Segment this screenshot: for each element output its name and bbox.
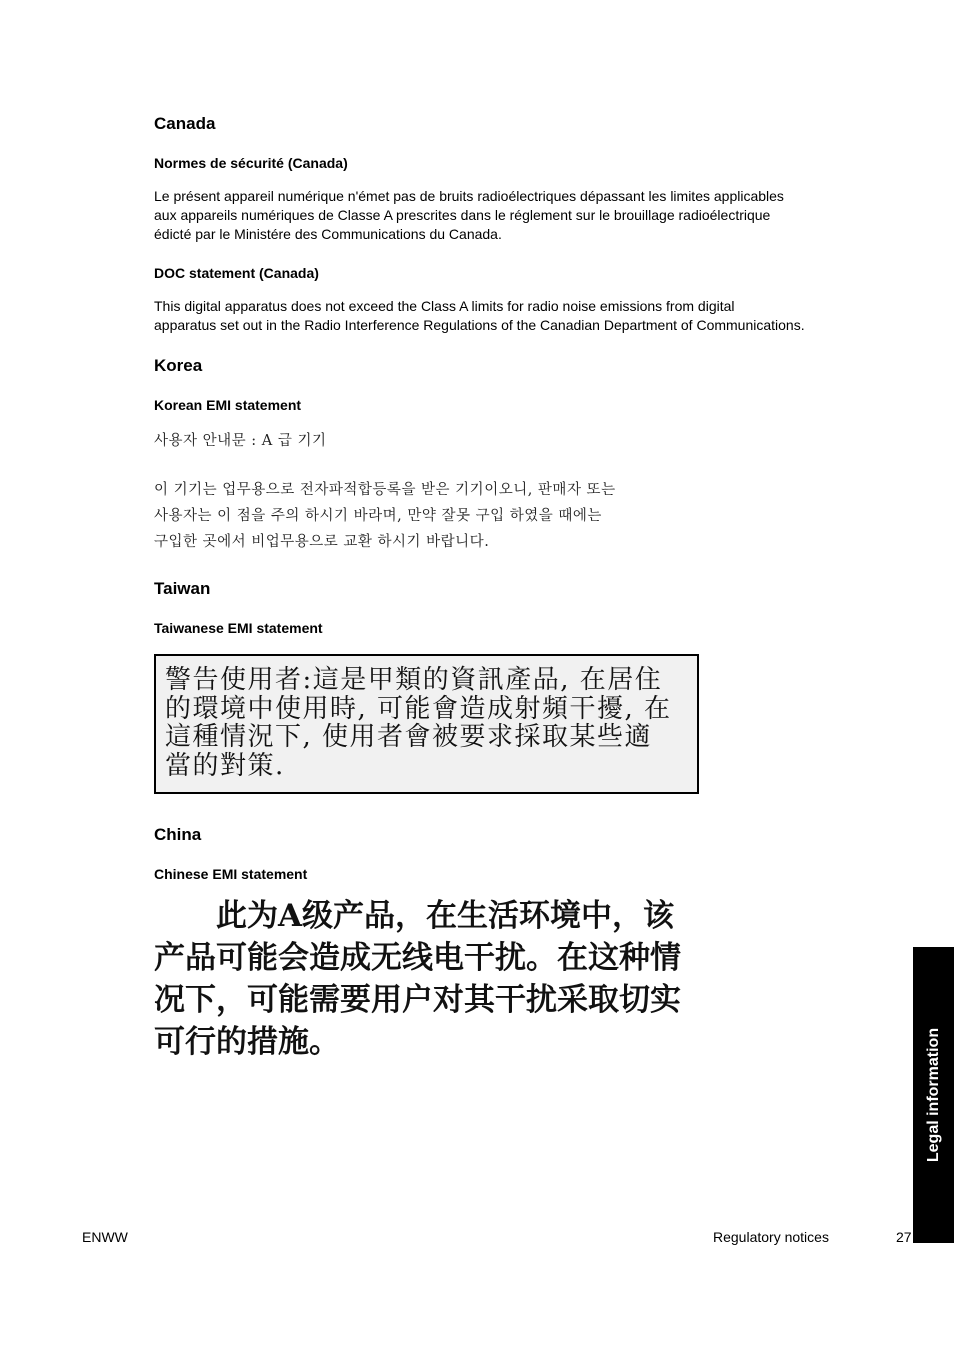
canada-heading: Canada <box>154 114 216 133</box>
korean-notice-line: 사용자는 이 점을 주의 하시기 바라며, 만약 잘못 구입 하였을 때에는 <box>154 508 602 524</box>
side-tab <box>913 947 954 1243</box>
normes-line: aux appareils numériques de Classe A prescrites dans le réglement sur le brouillage radioélectrique <box>154 207 771 223</box>
doc-line: This digital apparatus does not exceed the Class A limits for radio noise emissions from digital <box>154 298 735 314</box>
chinese-notice-line: 此为A级产品，在生活环境中，该 <box>154 898 675 934</box>
chinese-notice-text <box>154 895 714 1063</box>
korean-notice-line: 이 기기는 업무용으로 전자파적합등록을 받은 기기이오니, 판매자 또는 <box>154 482 616 498</box>
chinese-notice-line: 可行的措施。 <box>154 1024 340 1060</box>
doc-subheading: DOC statement (Canada) <box>154 265 319 281</box>
korea-heading: Korea <box>154 356 203 375</box>
taiwanese-notice-line: 的環境中使用時, 可能會造成射頻干擾, 在 <box>165 693 672 724</box>
korean-notice-body <box>154 477 714 555</box>
page-number: 27 <box>896 1229 912 1245</box>
footer-section-title: Regulatory notices <box>713 1229 829 1245</box>
footer-left-label: ENWW <box>82 1229 128 1245</box>
doc-line: apparatus set out in the Radio Interference Regulations of the Canadian Department of Communications. <box>154 317 805 333</box>
normes-paragraph <box>154 187 914 244</box>
side-tab-label: Legal information <box>924 1027 942 1163</box>
taiwan-heading: Taiwan <box>154 579 211 598</box>
korean-notice-line: 구입한 곳에서 비업무용으로 교환 하시기 바랍니다. <box>154 534 490 550</box>
taiwanese-notice-line: 這種情況下, 使用者會被要求採取某些適 <box>165 722 653 752</box>
normes-line: Le présent appareil numérique n'émet pas de bruits radioélectriques dépassant les limites applicables <box>154 188 784 204</box>
doc-paragraph <box>154 297 914 335</box>
korean-emi-subheading: Korean EMI statement <box>154 397 302 413</box>
normes-subheading: Normes de sécurité (Canada) <box>154 155 348 171</box>
chinese-notice-line: 况下，可能需要用户对其干扰采取切实 <box>154 982 681 1018</box>
taiwanese-notice-text <box>165 666 695 780</box>
chinese-notice-line: 产品可能会造成无线电干扰。在这种情 <box>154 940 681 976</box>
taiwanese-notice-line: 當的對策. <box>165 750 285 781</box>
taiwanese-emi-subheading: Taiwanese EMI statement <box>154 620 323 636</box>
chinese-emi-subheading: Chinese EMI statement <box>154 866 308 882</box>
korean-notice-title: 사용자 안내문 : A 급 기기 <box>154 433 327 449</box>
taiwanese-notice-line: 警告使用者:這是甲類的資訊產品, 在居住 <box>165 665 663 695</box>
taiwanese-notice-box <box>154 654 699 794</box>
china-heading: China <box>154 825 202 844</box>
normes-line: édicté par le Ministére des Communications du Canada. <box>154 226 502 242</box>
